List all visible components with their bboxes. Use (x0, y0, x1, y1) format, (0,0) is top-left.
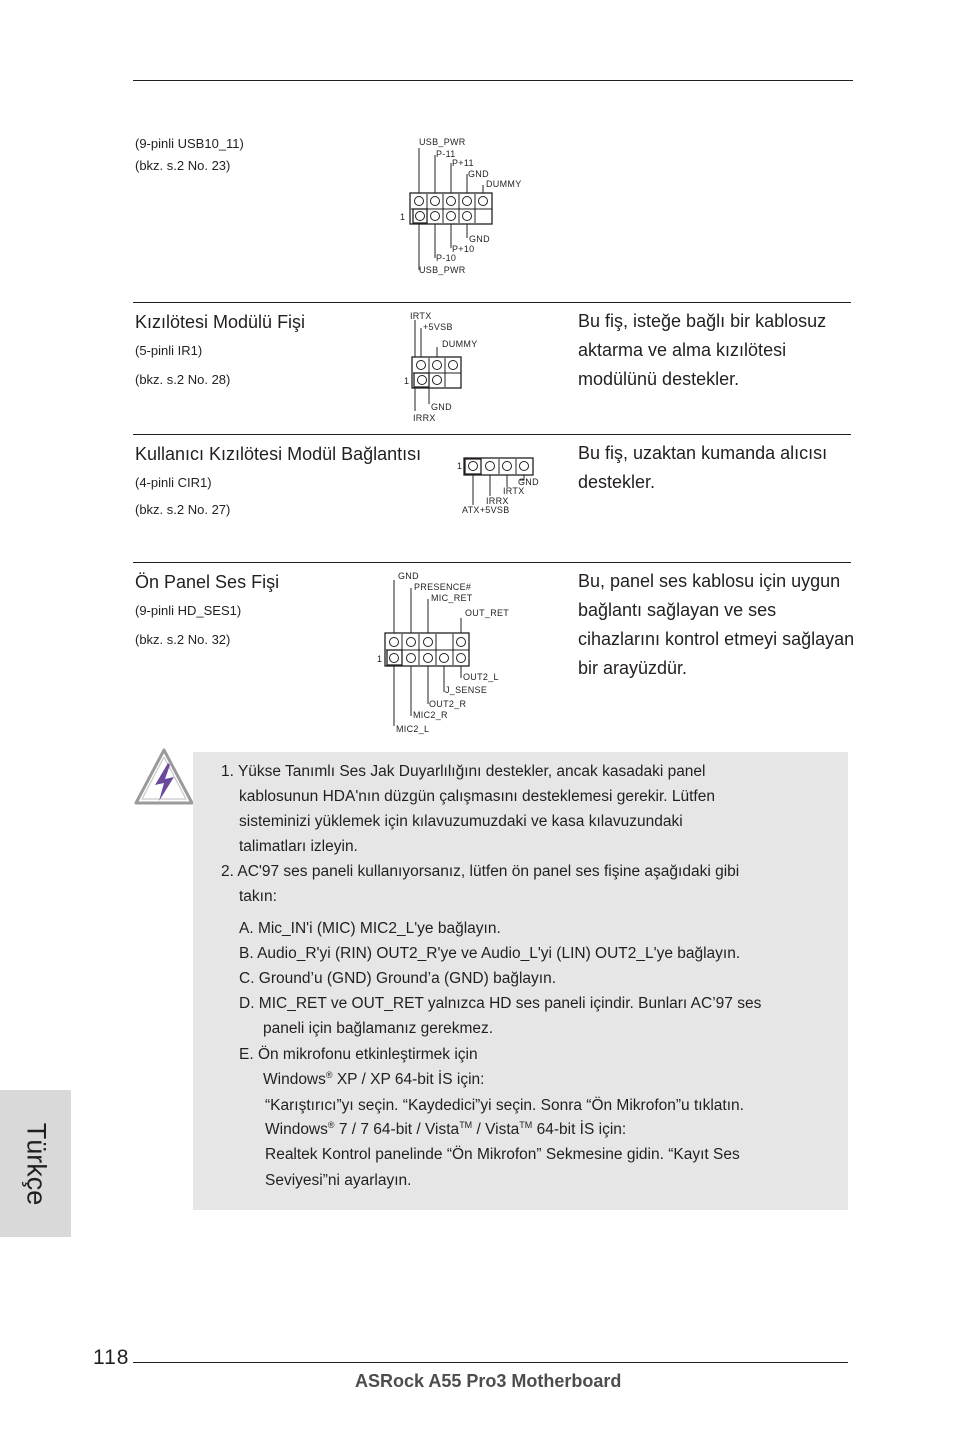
note-line: talimatları izleyin. (239, 838, 358, 855)
note-item-b: B. Audio_R'yi (RIN) OUT2_R'ye ve Audio_L'yi (LIN) OUT2_L'ye bağlayın. (239, 945, 741, 962)
note-item-a: A. Mic_IN'i (MIC) MIC2_L'ye bağlayın. (239, 920, 501, 937)
audio-description: Bu, panel ses kablosu için uygun bağlantı sağlayan ve ses cihazlarını kontrol etmeyi sağlayan bir arayüzdür. (578, 571, 855, 678)
usb-header-diagram (390, 130, 550, 280)
note-box (193, 752, 848, 1210)
pin-gnd: GND (431, 402, 452, 412)
pin-one: 1 (457, 461, 463, 471)
pin-gnd-top: GND (468, 169, 489, 179)
cir-pin-count: (4-pinli CIR1) (135, 475, 212, 490)
pin-irrx: IRRX (413, 413, 436, 423)
footer-rule (133, 1362, 848, 1363)
pin-pp10: P+10 (452, 244, 475, 254)
audio-header-diagram (370, 566, 530, 740)
pin-p11: P-11 (436, 149, 456, 159)
pin-irrx: IRRX (486, 496, 509, 506)
pin-atx-5vsb: ATX+5VSB (462, 505, 510, 515)
pin-one: 1 (404, 376, 410, 386)
pin-mic-ret: MIC_RET (431, 593, 473, 603)
note-windows-xp-line: Windows® XP / XP 64-bit İS için: (263, 1069, 485, 1088)
note-line: Seviyesi”ni ayarlayın. (265, 1172, 412, 1189)
audio-pin-count: (9-pinli HD_SES1) (135, 603, 242, 618)
note-item-c: C. Ground’u (GND) Ground’a (GND) bağlayın. (239, 970, 557, 987)
cir-reference: (bkz. s.2 No. 27) (135, 502, 231, 517)
language-label: Türkçe (21, 1122, 51, 1205)
pin-out2-r: OUT2_R (429, 699, 467, 709)
ir-reference: (bkz. s.2 No. 28) (135, 372, 231, 387)
note-line: 1. Yükse Tanımlı Ses Jak Duyarlılığını destekler, ancak kasadaki panel (221, 763, 706, 780)
note-line: kablosunun HDA'nın düzgün çalışmasını desteklemesi gerekir. Lütfen (239, 788, 715, 805)
pin-pp11: P+11 (452, 158, 474, 168)
pin-irtx: IRTX (503, 486, 525, 496)
pin-p10: P-10 (436, 253, 457, 263)
ir-header-diagram (400, 308, 500, 428)
pin-one: 1 (377, 654, 383, 664)
pin-j-sense: J_SENSE (445, 685, 488, 695)
pin-gnd-bot: GND (469, 234, 490, 244)
pin-gnd: GND (518, 477, 539, 487)
warning-icon (133, 747, 195, 807)
top-rule (133, 80, 853, 81)
pin-usb-pwr-top: USB_PWR (419, 137, 466, 147)
usb-reference: (bkz. s.2 No. 23) (135, 158, 231, 173)
note-windows-7-line: Windows® 7 / 7 64-bit / Vista™ / Vista™ 64-bit İS için: (265, 1119, 627, 1138)
usb-pin-count: (9-pinli USB10_11) (135, 136, 244, 151)
pin-vsb: +5VSB (423, 322, 453, 332)
pin-out-ret: OUT_RET (465, 608, 510, 618)
pin-mic2-l: MIC2_L (396, 724, 430, 734)
note-line: paneli için bağlamanız gerekmez. (263, 1020, 494, 1037)
audio-title: Ön Panel Ses Fişi (135, 572, 280, 592)
pin-gnd: GND (398, 571, 419, 581)
cir-title: Kullanıcı Kızılötesi Modül Bağlantısı (135, 444, 422, 464)
audio-reference: (bkz. s.2 No. 32) (135, 632, 231, 647)
pin-irtx: IRTX (410, 311, 432, 321)
note-line: “Karıştırıcı”yı seçin. “Kaydedici”yi seçin. Sonra “Ön Mikrofon”u tıklatın. (265, 1097, 744, 1114)
page-number: 118 (93, 1346, 130, 1369)
note-line: takın: (239, 888, 277, 905)
pin-dummy: DUMMY (442, 339, 478, 349)
cir-header-diagram (452, 448, 552, 523)
ir-pin-count: (5-pinli IR1) (135, 343, 203, 358)
pin-out2-l: OUT2_L (463, 672, 499, 682)
language-side-tab (0, 1090, 71, 1237)
note-line: 2. AC'97 ses paneli kullanıyorsanız, lütfen ön panel ses fişine aşağıdaki gibi (221, 863, 740, 880)
pin-presence: PRESENCE# (414, 582, 472, 592)
cir-description: Bu fiş, uzaktan kumanda alıcısı destekler. (578, 443, 828, 492)
ir-title: Kızılötesi Modülü Fişi (135, 312, 306, 332)
pin-mic2-r: MIC2_R (413, 710, 448, 720)
note-line: Realtek Kontrol panelinde “Ön Mikrofon” Sekmesine gidin. “Kayıt Ses (265, 1146, 740, 1163)
pin-usb-pwr-bot: USB_PWR (419, 265, 466, 275)
ir-description: Bu fiş, isteğe bağlı bir kablosuz aktarma ve alma kızılötesi modülünü destekler. (578, 311, 827, 389)
note-item-d: D. MIC_RET ve OUT_RET yalnızca HD ses paneli içindir. Bunları AC’97 ses (239, 995, 762, 1012)
note-item-e: E. Ön mikrofonu etkinleştirmek için (239, 1046, 478, 1063)
pin-dummy: DUMMY (486, 179, 522, 189)
section-rule (133, 562, 851, 563)
note-line: sisteminizi yüklemek için kılavuzumuzdaki ve kasa kılavuzundaki (239, 813, 683, 830)
footer-product-name: ASRock A55 Pro3 Motherboard (355, 1371, 622, 1391)
section-rule (133, 302, 851, 303)
pin-one: 1 (400, 212, 406, 222)
section-rule (133, 434, 851, 435)
